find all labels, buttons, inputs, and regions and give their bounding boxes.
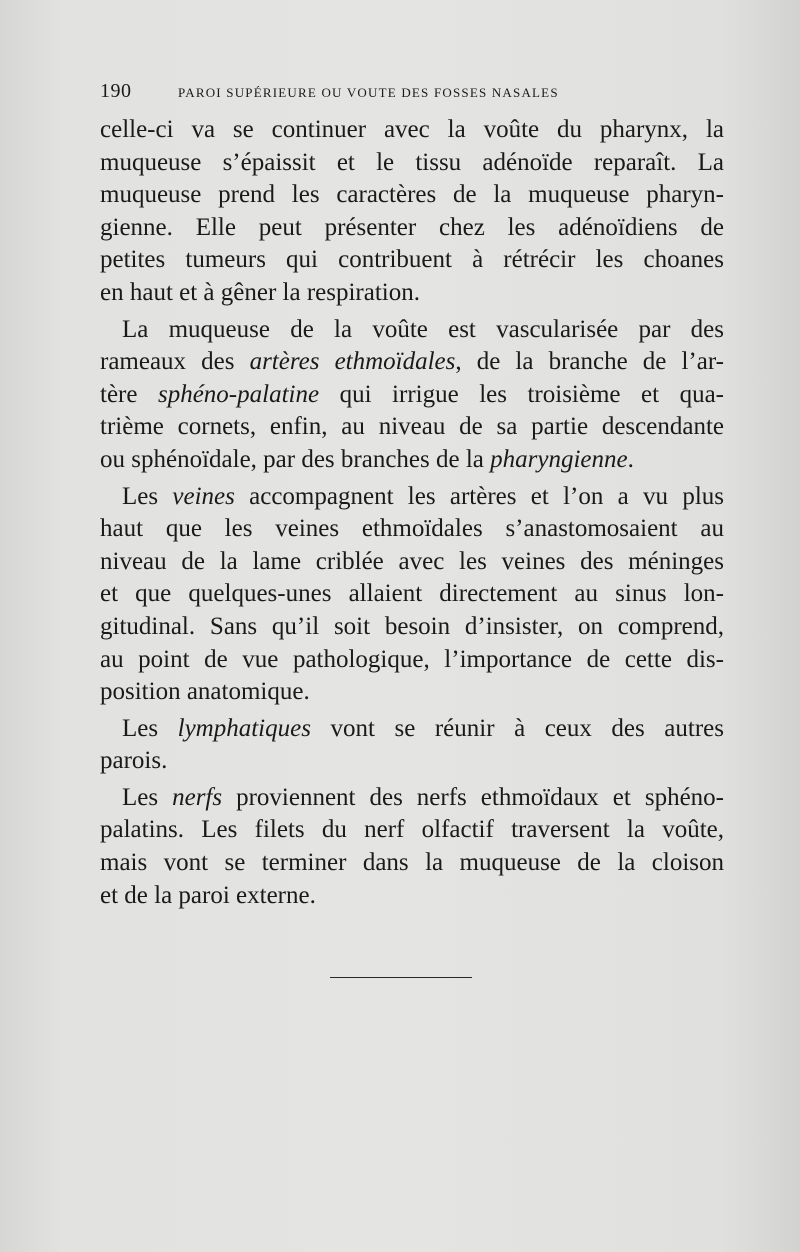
text-line: trième cornets, enfin, au niveau de sa partie descendante — [100, 413, 724, 441]
text-line: niveau de la lame criblée avec les veines des méninges — [100, 547, 724, 575]
text-line: petites tumeurs qui contribuent à rétrécir les choanes — [100, 246, 724, 274]
italic-term: lymphatiques — [177, 714, 311, 742]
text-line: et que quelques-unes allaient directement au sinus lon- — [100, 580, 724, 608]
text-line: Les nerfs proviennent des nerfs ethmoïdaux et sphéno- — [122, 783, 724, 811]
paragraph-nerfs — [100, 782, 724, 912]
paragraph-lymphatiques — [100, 713, 724, 778]
text-line: gitudinal. Sans qu’il soit besoin d’insister, on comprend, — [100, 612, 724, 640]
text-line: au point de vue pathologique, l’importance de cette dis- — [100, 645, 724, 673]
italic-term: veines — [172, 482, 235, 510]
italic-term: nerfs — [172, 783, 223, 811]
italic-term: artères ethmoïdales — [249, 348, 456, 376]
italic-term: sphéno-palatine — [157, 380, 320, 408]
text-line: palatins. Les filets du nerf olfactif traversent la voûte, — [100, 816, 724, 844]
text-line: Les veines accompagnent les artères et l’on a vu plus — [122, 482, 724, 510]
italic-term: pharyngienne — [490, 445, 628, 473]
text-line: muqueuse prend les caractères de la muqueuse pharyn- — [100, 181, 724, 209]
running-title: PAROI SUPÉRIEURE OU VOUTE DES FOSSES NASALES — [178, 85, 559, 100]
paragraph-veines — [100, 481, 724, 709]
text-line: tère sphéno-palatine qui irrigue les troisième et qua- — [100, 380, 724, 408]
text-line: haut que les veines ethmoïdales s’anastomosaient au — [100, 515, 724, 543]
page-number: 190 — [100, 80, 132, 102]
page-header — [100, 80, 660, 102]
paragraph-blood-continuation — [100, 114, 724, 310]
text-line: rameaux des artères ethmoïdales, de la branche de l’ar- — [100, 348, 724, 376]
text-line: parois. — [100, 747, 168, 775]
text-line: en haut et à gêner la respiration. — [100, 278, 420, 306]
text-line: La muqueuse de la voûte est vascularisée par des — [122, 315, 724, 343]
text-line: et de la paroi externe. — [100, 881, 316, 909]
text-line: gienne. Elle peut présenter chez les adénoïdiens de — [100, 213, 724, 241]
text-line: Les lymphatiques vont se réunir à ceux des autres — [122, 714, 724, 742]
text-line: position anatomique. — [100, 678, 310, 706]
section-end-rule — [330, 977, 472, 978]
text-line: muqueuse s’épaissit et le tissu adénoïde reparaît. La — [100, 148, 724, 176]
text-line: celle-ci va se continuer avec la voûte du pharynx, la — [100, 116, 724, 143]
text-line: mais vont se terminer dans la muqueuse de la cloison — [100, 849, 724, 877]
paragraph-vascularisation — [100, 314, 724, 477]
text-line: ou sphénoïdale, par des branches de la pharyngienne. — [100, 445, 634, 473]
body-text — [100, 114, 724, 912]
